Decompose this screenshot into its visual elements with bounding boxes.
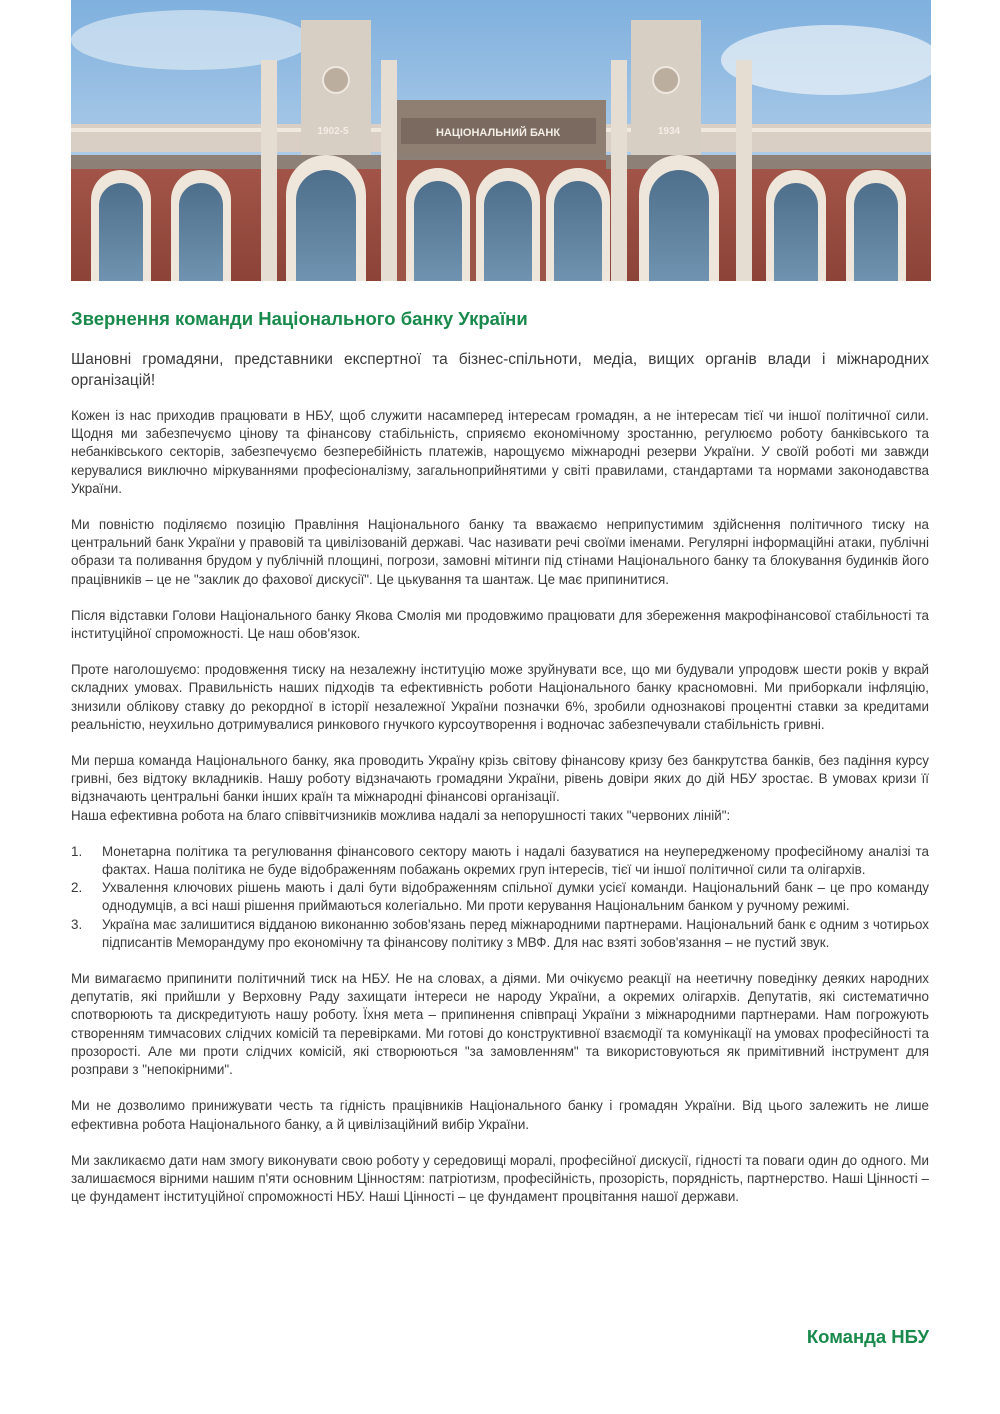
list-item-text: Україна має залишитися відданою виконанню зобов'язань перед міжнародними партнерами. Національний банк є одним з чотирьох підписантів Меморандуму про економічну та фінансову політику з МВФ. Для нас взяті зобов'язання – не пустий звук. (102, 916, 929, 950)
building-facade-illustration (71, 0, 931, 281)
list-item (71, 916, 929, 952)
red-lines-intro: Наша ефективна робота на благо співвітчизників можлива надалі за непорушності таких "червоних ліній": (71, 807, 731, 823)
appeal-document (71, 305, 929, 1206)
paragraph-1: Кожен із нас приходив працювати в НБУ, щоб служити насамперед інтересам громадян, а не інтересам тієї чи іншої політичної сили. Щодня ми забезпечуємо цінову та фінансову стабільність, сприяємо економічному зростанню, регулюємо роботу банківського та небанківського секторів, забезпечуємо безперебійність платежів, нарощуємо міжнародні резерви України. У своїй роботі ми завжди керувалися виключно міркуваннями професіоналізму, загальноприйнятими у світі правилами, стандартами та нормами законодавства України. (71, 408, 929, 496)
list-item (71, 843, 929, 879)
facade-inscription: НАЦІОНАЛЬНИЙ БАНК (435, 127, 561, 139)
list-item-number: 3. (71, 916, 83, 932)
document-title: Звернення команди Національного банку України (71, 308, 528, 329)
facade-date-right: 1934 (657, 126, 681, 137)
paragraph-5: Ми перша команда Національного банку, яка проводить Україну крізь світову фінансову кризу без банкрутства банків, без падіння курсу гривні, без відтоку вкладників. Нашу роботу відзначають громадяни України, рівень довіри яких до дій НБУ зростає. В умовах кризи її відзначають центральні банки інших країн та міжнародні фінансові організації. (71, 753, 929, 805)
paragraph-6: Ми вимагаємо припинити політичний тиск на НБУ. Не на словах, а діями. Ми очікуємо реакції на неетичну поведінку деяких народних депутатів, які прийшли у Верховну Раду захищати інтереси не народу України, а окремих олігархів. Депутатів, які систематично спотворюють та дискредитують нашу роботу. Їхня мета – припинення співпраці України з міжнародними партнерами. Нам погрожують створенням тимчасових слідчих комісій та перевірками. Ми готові до конструктивної взаємодії та комунікації на умовах професійності та прозорості. Але ми проти слідчих комісій, які створюються "за замовленням" та використовуються як примітивний інструмент для розправи з "непокірними". (71, 971, 929, 1078)
list-item-text: Ухвалення ключових рішень мають і далі бути відображенням спільної думки усієї команди. Національний банк – це про команду однодумців, а всі наші рішення приймаються колегіально. Ми проти керування Національним банком у ручному режимі. (102, 880, 929, 914)
paragraph-7: Ми не дозволимо принижувати честь та гідність працівників Національного банку і громадян України. Від цього залежить не лише ефективна робота Національного банку, а й цивілізаційний вибір України. (71, 1098, 929, 1132)
paragraph-8: Ми закликаємо дати нам змогу виконувати свою роботу у середовищі моралі, професійної дискусії, гідності та поваги один до одного. Ми залишаємося вірними нашим п'яти основним Цінностям: патріотизм, професійність, прозорість, порядність, партнерство. Наші Цінності – це фундамент інституційної спроможності НБУ. Наші Цінності – це фундамент процвітання нашої держави. (71, 1152, 929, 1205)
list-item (71, 879, 929, 915)
list-item-number: 2. (71, 880, 83, 896)
paragraph-4: Проте наголошуємо: продовження тиску на незалежну інституцію може зруйнувати все, що ми будували упродовж шести років у вкрай складних умовах. Правильність наших підходів та ефективність роботи Національного банку красномовні. Ми приборкали інфляцію, знизили облікову ставку до рекордної в історії незалежної України позначки 6%, зробили однознакові процентні ставки за кредитами реальністю, неухильно дотримувалися ринкового гнучкого курсоутворення і водночас забезпечували стабільність гривні. (71, 662, 929, 732)
facade-date-left: 1902-5 (317, 126, 349, 137)
greeting: Шановні громадяни, представники експертної та бізнес-спільноти, медіа, вищих органів влади і міжнародних організацій! (71, 351, 929, 389)
paragraph-3: Після відставки Голови Національного банку Якова Смолія ми продовжимо працювати для збереження макрофінансової стабільності та інституційної спроможності. Це наш обов'язок. (71, 607, 929, 642)
red-lines-list (71, 843, 929, 952)
list-item-text: Монетарна політика та регулювання фінансового сектору мають і надалі базуватися на неупередженому професійному аналізі та фактах. Наша політика не буде відображенням побажань окремих груп інтересів, тієї чи іншої політичної сили та олігархів. (102, 843, 929, 878)
hero-photo-nbu-building (71, 0, 931, 281)
paragraph-2: Ми повністю поділяємо позицію Правління Національного банку та вважаємо неприпустимим здійснення політичного тиску на центральний банк України у правовій та цивілізованій державі. Час називати речі своїми іменами. Регулярні інформаційні атаки, публічні образи та поливання брудом у публічній площині, погрози, замовні мітинги під стінами Національного банку та блокування будинків його працівників – це не "заклик до фахової дискусії". Це цькування та шантаж. Це має припинитися. (71, 517, 929, 587)
signature: Команда НБУ (806, 1326, 929, 1347)
list-item-number: 1. (71, 843, 83, 859)
